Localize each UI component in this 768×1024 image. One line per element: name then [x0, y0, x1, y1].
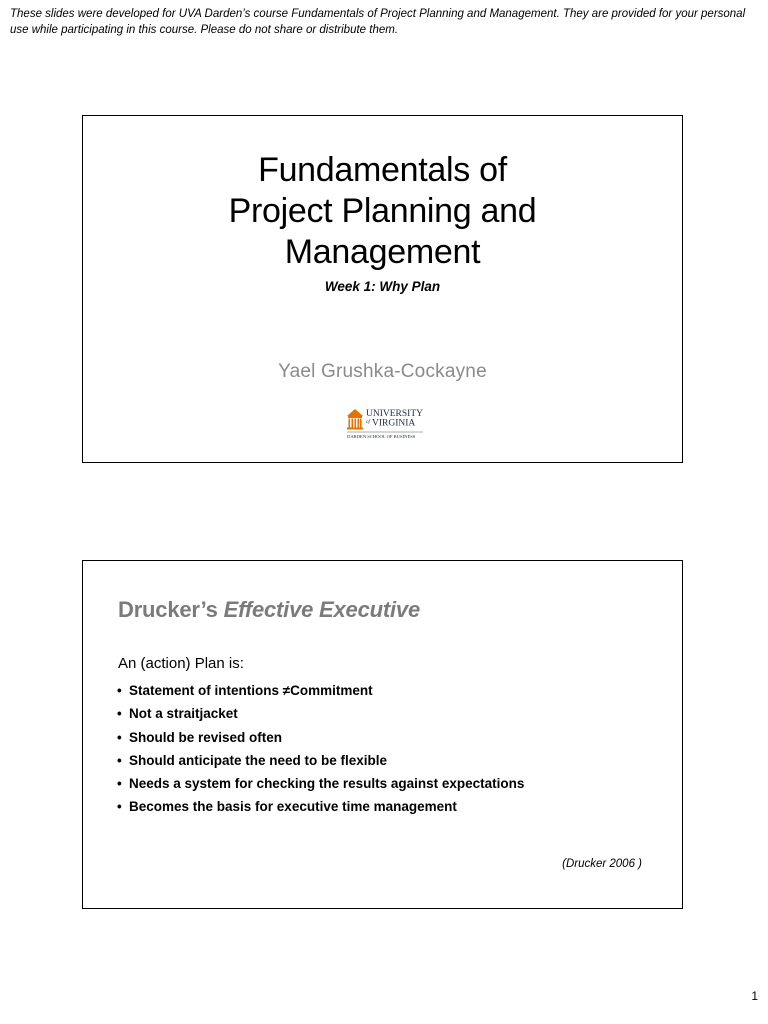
bullet-text: Not a straitjacket: [129, 706, 238, 722]
bullet-icon: •: [117, 729, 122, 745]
slide-title-line: Fundamentals of: [258, 151, 507, 189]
plan-lead-text: An (action) Plan is:: [118, 655, 244, 672]
heading-plain: Drucker’s: [118, 597, 224, 622]
slide-heading: [118, 597, 420, 623]
bullet-text: Needs a system for checking the results against expectations: [129, 776, 525, 792]
title-slide: [82, 115, 683, 463]
page-number: 1: [751, 989, 758, 1003]
list-item: [117, 679, 524, 702]
bullet-icon: •: [117, 683, 122, 698]
bullet-icon: •: [117, 776, 122, 792]
plan-bullet-list: [117, 679, 524, 819]
bullet-text: Should be revised often: [129, 729, 283, 745]
bullet-text: Statement of intentions ≠Commitment: [129, 683, 373, 698]
list-item: [117, 795, 524, 818]
list-item: [117, 702, 524, 725]
list-item: [117, 749, 524, 772]
logo-of: of: [366, 420, 370, 425]
bullet-text: Becomes the basis for executive time management: [129, 799, 457, 815]
list-item: [117, 726, 524, 749]
logo-university: UNIVERSITY: [366, 409, 423, 419]
bullet-icon: •: [117, 706, 122, 722]
bullet-icon: •: [117, 799, 122, 815]
slide-subtitle: Week 1: Why Plan: [324, 279, 441, 294]
content-slide: [82, 560, 683, 909]
uva-darden-logo: [345, 406, 425, 442]
bullet-icon: •: [117, 752, 122, 768]
slide-title-line: Project Planning and: [228, 192, 537, 230]
rotunda-icon: [347, 409, 363, 430]
slide-title-line: Management: [284, 233, 481, 271]
bullet-text: Should anticipate the need to be flexible: [129, 752, 388, 768]
distribution-notice: These slides were developed for UVA Darden’s course Fundamentals of Project Planning and Management. They are provided for your personal use while participating in this course. Please do not share or distribute them.: [10, 8, 746, 36]
author-name: Yael Grushka-Cockayne: [278, 361, 487, 382]
citation: (Drucker 2006 ): [562, 858, 642, 870]
logo-darden: DARDEN SCHOOL OF BUSINESS: [347, 434, 416, 439]
slide-title: [83, 150, 682, 273]
list-item: [117, 772, 524, 795]
logo-virginia: VIRGINIA: [372, 418, 416, 429]
heading-italic: Effective Executive: [223, 597, 420, 622]
